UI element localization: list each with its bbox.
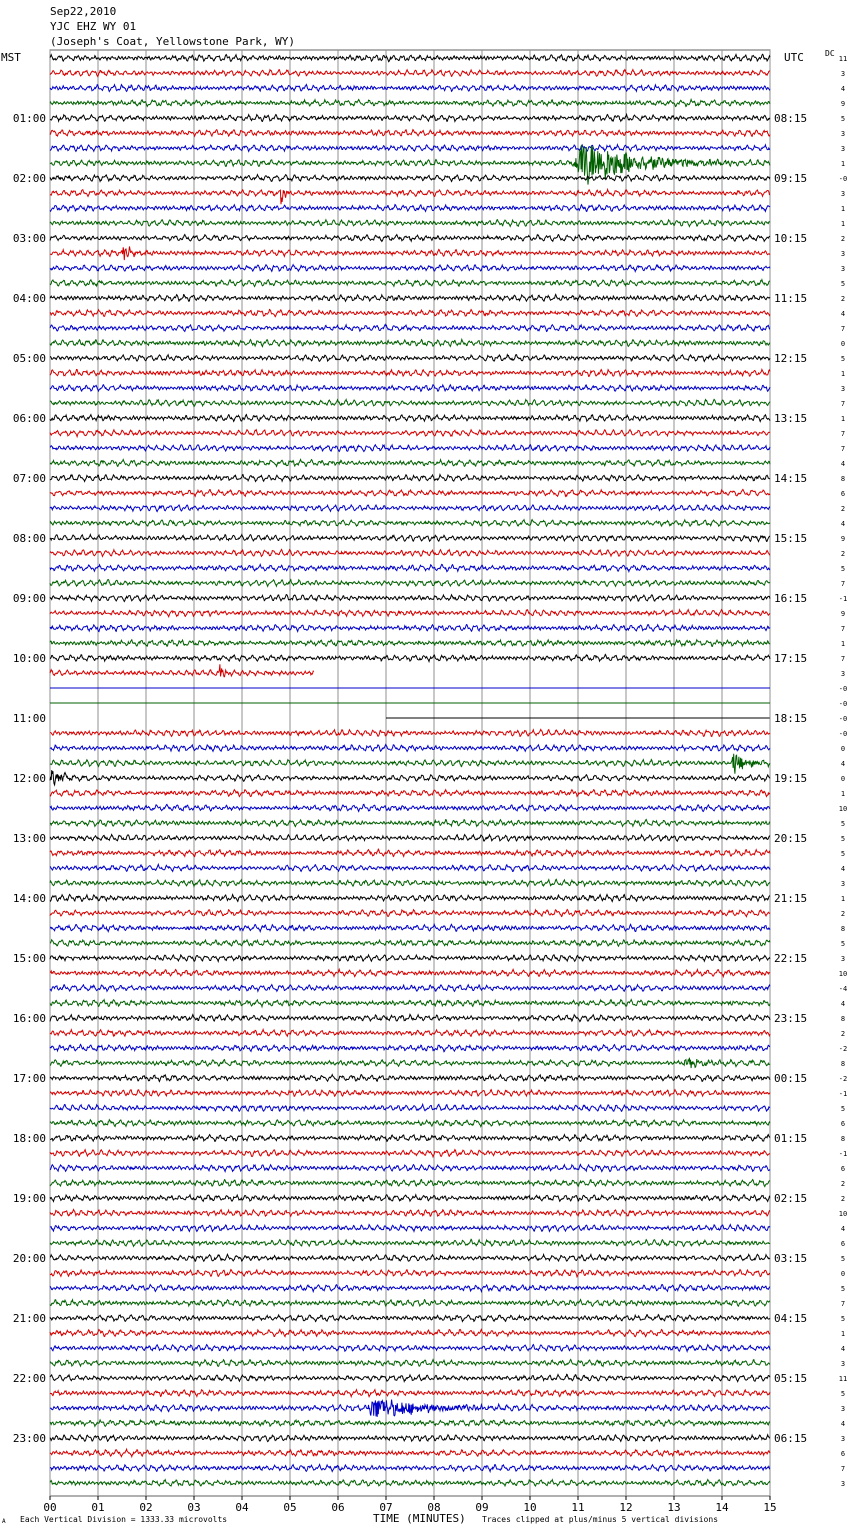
trace-row [50, 1150, 770, 1157]
x-tick-label: 11 [571, 1501, 585, 1514]
trace-row [50, 790, 770, 797]
trace-row [50, 1270, 770, 1277]
trace-row [50, 1210, 770, 1217]
trace-row [50, 1030, 770, 1037]
dc-offset-label: -0 [838, 700, 848, 708]
trace-row [50, 475, 770, 482]
dc-offset-label: 3 [840, 190, 846, 198]
trace-row [50, 1195, 770, 1202]
left-hour-label: 09:00 [12, 592, 46, 605]
dc-offset-label: 2 [840, 1030, 846, 1038]
dc-offset-label: 1 [840, 1330, 846, 1338]
right-hour-label: 12:15 [774, 352, 808, 365]
left-hour-label: 10:00 [12, 652, 46, 665]
trace-row [50, 70, 770, 77]
trace-row [50, 1480, 770, 1487]
dc-offset-label: 4 [840, 1000, 846, 1008]
dc-offset-label: 5 [840, 280, 846, 288]
dc-offset-label: 3 [840, 385, 846, 393]
dc-offset-label: 5 [840, 850, 846, 858]
trace-row [50, 1239, 770, 1246]
dc-offset-label: 0 [840, 745, 846, 753]
left-hour-label: 21:00 [12, 1312, 46, 1325]
x-tick-label: 10 [523, 1501, 537, 1514]
trace-row [50, 489, 770, 496]
right-hour-label: 20:15 [774, 832, 808, 845]
dc-offset-label: 4 [840, 310, 846, 318]
dc-offset-label: -1 [838, 1090, 848, 1098]
dc-offset-label: 3 [840, 880, 846, 888]
dc-offset-label: -2 [838, 1045, 848, 1053]
trace-row [50, 130, 770, 137]
right-hour-label: 03:15 [774, 1252, 808, 1265]
trace-row [50, 445, 770, 452]
dc-offset-label: 4 [840, 865, 846, 873]
trace-row [50, 580, 770, 587]
trace-row [50, 100, 770, 107]
trace-row [50, 864, 770, 871]
dc-offset-label: 1 [840, 640, 846, 648]
trace-row [50, 1058, 770, 1068]
dc-offset-label: 8 [840, 1015, 846, 1023]
dc-offset-label: 2 [840, 295, 846, 303]
left-hour-label: 17:00 [12, 1072, 46, 1085]
left-hour-label: 06:00 [12, 412, 46, 425]
dc-offset-label: 6 [840, 1240, 846, 1248]
left-hour-label: 02:00 [12, 172, 46, 185]
plot-date: Sep22,2010 [50, 5, 117, 18]
trace-row [50, 1374, 770, 1381]
x-tick-label: 04 [235, 1501, 249, 1514]
dc-offset-label: 4 [840, 460, 846, 468]
left-hour-label: 08:00 [12, 532, 46, 545]
dc-offset-label: 9 [840, 535, 846, 543]
trace-row [50, 625, 770, 632]
trace-row [50, 564, 770, 571]
dc-offset-label: 4 [840, 760, 846, 768]
dc-offset-label: 4 [840, 520, 846, 528]
dc-offset-label: 7 [840, 1300, 846, 1308]
dc-offset-header: DC [825, 49, 835, 58]
dc-offset-label: 7 [840, 430, 846, 438]
dc-offset-label: 4 [840, 1225, 846, 1233]
right-hour-label: 13:15 [774, 412, 808, 425]
dc-offset-label: 5 [840, 1285, 846, 1293]
right-hour-label: 00:15 [774, 1072, 808, 1085]
dc-offset-label: 2 [840, 235, 846, 243]
dc-offset-label: 7 [840, 400, 846, 408]
left-hour-label: 05:00 [12, 352, 46, 365]
dc-offset-label: 1 [840, 370, 846, 378]
trace-row [50, 246, 770, 260]
trace-row [50, 505, 770, 512]
dc-offset-label: -0 [838, 715, 848, 723]
dc-offset-label: 3 [840, 955, 846, 963]
x-tick-label: 06 [331, 1501, 345, 1514]
dc-offset-label: 5 [840, 115, 846, 123]
trace-row [50, 235, 770, 242]
trace-row [50, 339, 770, 346]
x-tick-label: 03 [187, 1501, 201, 1514]
dc-offset-label: 10 [838, 1210, 848, 1218]
trace-row [50, 1345, 770, 1352]
dc-offset-label: 3 [840, 670, 846, 678]
dc-offset-label: -0 [838, 685, 848, 693]
right-hour-label: 21:15 [774, 892, 808, 905]
trace-row [50, 955, 770, 962]
left-hour-label: 20:00 [12, 1252, 46, 1265]
trace-row [50, 879, 770, 886]
trace-row [50, 1449, 770, 1456]
dc-offset-label: 6 [840, 1165, 846, 1173]
trace-row [50, 1225, 770, 1232]
trace-row [50, 265, 770, 272]
dc-offset-label: 8 [840, 1060, 846, 1068]
dc-offset-label: 11 [838, 55, 848, 63]
dc-offset-label: 1 [840, 415, 846, 423]
dc-offset-label: 0 [840, 1270, 846, 1278]
dc-offset-label: 5 [840, 820, 846, 828]
trace-row [50, 820, 770, 827]
left-timezone-label: MST [1, 51, 21, 64]
dc-offset-label: 0 [840, 775, 846, 783]
trace-row [50, 520, 770, 527]
dc-offset-label: 3 [840, 145, 846, 153]
dc-offset-label: 1 [840, 220, 846, 228]
dc-offset-label: 7 [840, 655, 846, 663]
right-hour-label: 01:15 [774, 1132, 808, 1145]
dc-offset-label: 9 [840, 610, 846, 618]
dc-offset-label: 3 [840, 70, 846, 78]
right-hour-label: 17:15 [774, 652, 808, 665]
trace-row [50, 1090, 770, 1097]
x-tick-label: 14 [715, 1501, 729, 1514]
right-hour-label: 19:15 [774, 772, 808, 785]
x-tick-label: 12 [619, 1501, 633, 1514]
dc-offset-label: 5 [840, 940, 846, 948]
dc-offset-label: 2 [840, 550, 846, 558]
trace-row [50, 1390, 770, 1397]
dc-offset-label: 9 [840, 100, 846, 108]
trace-row [50, 1014, 770, 1021]
dc-offset-label: 3 [840, 130, 846, 138]
trace-row [50, 1300, 770, 1307]
trace-row [50, 385, 770, 392]
dc-offset-label: 2 [840, 1195, 846, 1203]
trace-row [50, 1120, 770, 1127]
trace-row [50, 849, 770, 856]
x-tick-label: 15 [763, 1501, 777, 1514]
trace-row [50, 190, 770, 205]
dc-offset-label: 7 [840, 325, 846, 333]
trace-row [50, 145, 770, 152]
station-code: YJC EHZ WY 01 [50, 20, 137, 33]
dc-offset-label: 1 [840, 790, 846, 798]
dc-offset-label: 8 [840, 475, 846, 483]
trace-row [50, 940, 770, 946]
dc-offset-label: 5 [840, 1255, 846, 1263]
trace-row [50, 910, 770, 917]
trace-row [50, 430, 770, 437]
dc-offset-label: 10 [838, 805, 848, 813]
dc-offset-label: 4 [840, 1345, 846, 1353]
trace-row [50, 1285, 770, 1292]
trace-row [50, 1104, 770, 1111]
x-tick-label: 00 [43, 1501, 57, 1514]
trace-row [50, 294, 770, 301]
trace-row [50, 804, 770, 811]
left-hour-label: 12:00 [12, 772, 46, 785]
trace-row [50, 985, 770, 992]
right-hour-label: 23:15 [774, 1012, 808, 1025]
dc-offset-label: -4 [838, 985, 848, 993]
trace-row [50, 835, 770, 842]
left-hour-label: 16:00 [12, 1012, 46, 1025]
left-hour-label: 13:00 [12, 832, 46, 845]
dc-offset-label: 3 [840, 1405, 846, 1413]
x-tick-label: 08 [427, 1501, 441, 1514]
right-hour-label: 05:15 [774, 1372, 808, 1385]
x-tick-label: 07 [379, 1501, 393, 1514]
dc-offset-label: 0 [840, 340, 846, 348]
trace-row [50, 355, 770, 362]
vertical-division-note: Each Vertical Division = 1333.33 microvolts [20, 1515, 228, 1524]
dc-offset-label: -0 [838, 175, 848, 183]
right-hour-label: 04:15 [774, 1312, 808, 1325]
trace-row [50, 1315, 770, 1322]
left-hour-label: 01:00 [12, 112, 46, 125]
right-hour-label: 10:15 [774, 232, 808, 245]
trace-row [50, 115, 770, 122]
left-hour-label: 19:00 [12, 1192, 46, 1205]
x-tick-label: 13 [667, 1501, 681, 1514]
left-hour-label: 15:00 [12, 952, 46, 965]
left-hour-label: 11:00 [12, 712, 46, 725]
dc-offset-label: 10 [838, 970, 848, 978]
trace-row [50, 220, 770, 227]
trace-row [50, 754, 770, 774]
dc-offset-label: 3 [840, 250, 846, 258]
trace-layer [50, 54, 770, 1486]
right-hour-label: 08:15 [774, 112, 808, 125]
dc-offset-label: -1 [838, 1150, 848, 1158]
trace-row [50, 1329, 770, 1336]
dc-offset-label: 3 [840, 265, 846, 273]
trace-row [50, 924, 770, 931]
dc-offset-label: 7 [840, 1465, 846, 1473]
dc-offset-label: 6 [840, 1120, 846, 1128]
dc-offset-label: 7 [840, 445, 846, 453]
dc-offset-label: 5 [840, 1315, 846, 1323]
trace-row [50, 175, 770, 182]
trace-row [50, 1044, 770, 1051]
trace-row [50, 744, 770, 751]
trace-row [50, 1435, 770, 1442]
trace-row [50, 770, 770, 785]
dc-offset-label: 2 [840, 910, 846, 918]
x-tick-label: 09 [475, 1501, 489, 1514]
trace-row [50, 205, 770, 212]
dc-offset-label: 8 [840, 925, 846, 933]
dc-offset-label: 5 [840, 835, 846, 843]
dc-offset-label: 6 [840, 490, 846, 498]
dc-offset-label: 6 [840, 1450, 846, 1458]
dc-offset-label: 5 [840, 355, 846, 363]
dc-offset-label: 5 [840, 565, 846, 573]
trace-row [50, 325, 770, 332]
trace-row [50, 730, 770, 737]
right-hour-label: 06:15 [774, 1432, 808, 1445]
trace-row [50, 610, 770, 617]
trace-row [50, 370, 770, 377]
left-hour-label: 18:00 [12, 1132, 46, 1145]
right-hour-label: 22:15 [774, 952, 808, 965]
left-hour-label: 23:00 [12, 1432, 46, 1445]
right-hour-label: 11:15 [774, 292, 808, 305]
trace-row [50, 399, 770, 406]
trace-row [50, 415, 770, 422]
dc-offset-label: 3 [840, 1360, 846, 1368]
dc-offset-label: 5 [840, 1390, 846, 1398]
trace-row [50, 969, 770, 976]
trace-row [50, 1135, 770, 1142]
dc-offset-label: 7 [840, 580, 846, 588]
right-hour-label: 18:15 [774, 712, 808, 725]
right-hour-label: 02:15 [774, 1192, 808, 1205]
right-timezone-label: UTC [784, 51, 804, 64]
trace-row [50, 1465, 770, 1472]
dc-offset-label: 8 [840, 1135, 846, 1143]
dc-offset-label: 4 [840, 85, 846, 93]
right-hour-label: 16:15 [774, 592, 808, 605]
left-hour-label: 03:00 [12, 232, 46, 245]
dc-offset-label: -1 [838, 595, 848, 603]
x-tick-label: 05 [283, 1501, 297, 1514]
dc-offset-label: 11 [838, 1375, 848, 1383]
trace-row [50, 595, 770, 602]
left-hour-label: 22:00 [12, 1372, 46, 1385]
dc-offset-label: 4 [840, 1420, 846, 1428]
left-hour-label: 14:00 [12, 892, 46, 905]
x-tick-label: 01 [91, 1501, 105, 1514]
trace-row [50, 664, 314, 677]
station-location: (Joseph's Coat, Yellowstone Park, WY) [50, 35, 296, 48]
x-tick-label: 02 [139, 1501, 153, 1514]
trace-row [50, 1165, 770, 1172]
dc-offset-label: 3 [840, 1480, 846, 1488]
footer-corner-mark: A [2, 1518, 6, 1525]
trace-row [50, 1400, 770, 1417]
trace-row [50, 535, 770, 542]
x-axis-title: TIME (MINUTES) [373, 1512, 466, 1525]
trace-row [50, 895, 770, 902]
trace-row [50, 1180, 770, 1187]
trace-row [50, 549, 770, 556]
dc-offset-label: 7 [840, 625, 846, 633]
right-hour-label: 09:15 [774, 172, 808, 185]
trace-row [50, 654, 770, 661]
right-hour-label: 15:15 [774, 532, 808, 545]
dc-offset-label: 2 [840, 1180, 846, 1188]
dc-offset-label: 1 [840, 895, 846, 903]
dc-offset-label: 5 [840, 1105, 846, 1113]
trace-row [50, 310, 770, 317]
trace-row [50, 1075, 770, 1082]
dc-offset-label: 1 [840, 160, 846, 168]
dc-offset-label: -0 [838, 730, 848, 738]
trace-row [50, 1420, 770, 1427]
dc-offset-label: 3 [840, 1435, 846, 1443]
trace-row [50, 85, 770, 92]
clipping-note: Traces clipped at plus/minus 5 vertical divisions [482, 1515, 719, 1524]
trace-row [50, 1000, 770, 1007]
trace-row [50, 54, 770, 61]
left-hour-label: 07:00 [12, 472, 46, 485]
left-hour-label: 04:00 [12, 292, 46, 305]
trace-row [50, 1360, 770, 1367]
right-hour-label: 14:15 [774, 472, 808, 485]
trace-row [50, 280, 770, 287]
trace-row [50, 460, 770, 467]
trace-row [50, 640, 770, 647]
trace-row [50, 1254, 770, 1261]
dc-offset-label: 2 [840, 505, 846, 513]
dc-offset-label: -2 [838, 1075, 848, 1083]
dc-offset-label: 1 [840, 205, 846, 213]
